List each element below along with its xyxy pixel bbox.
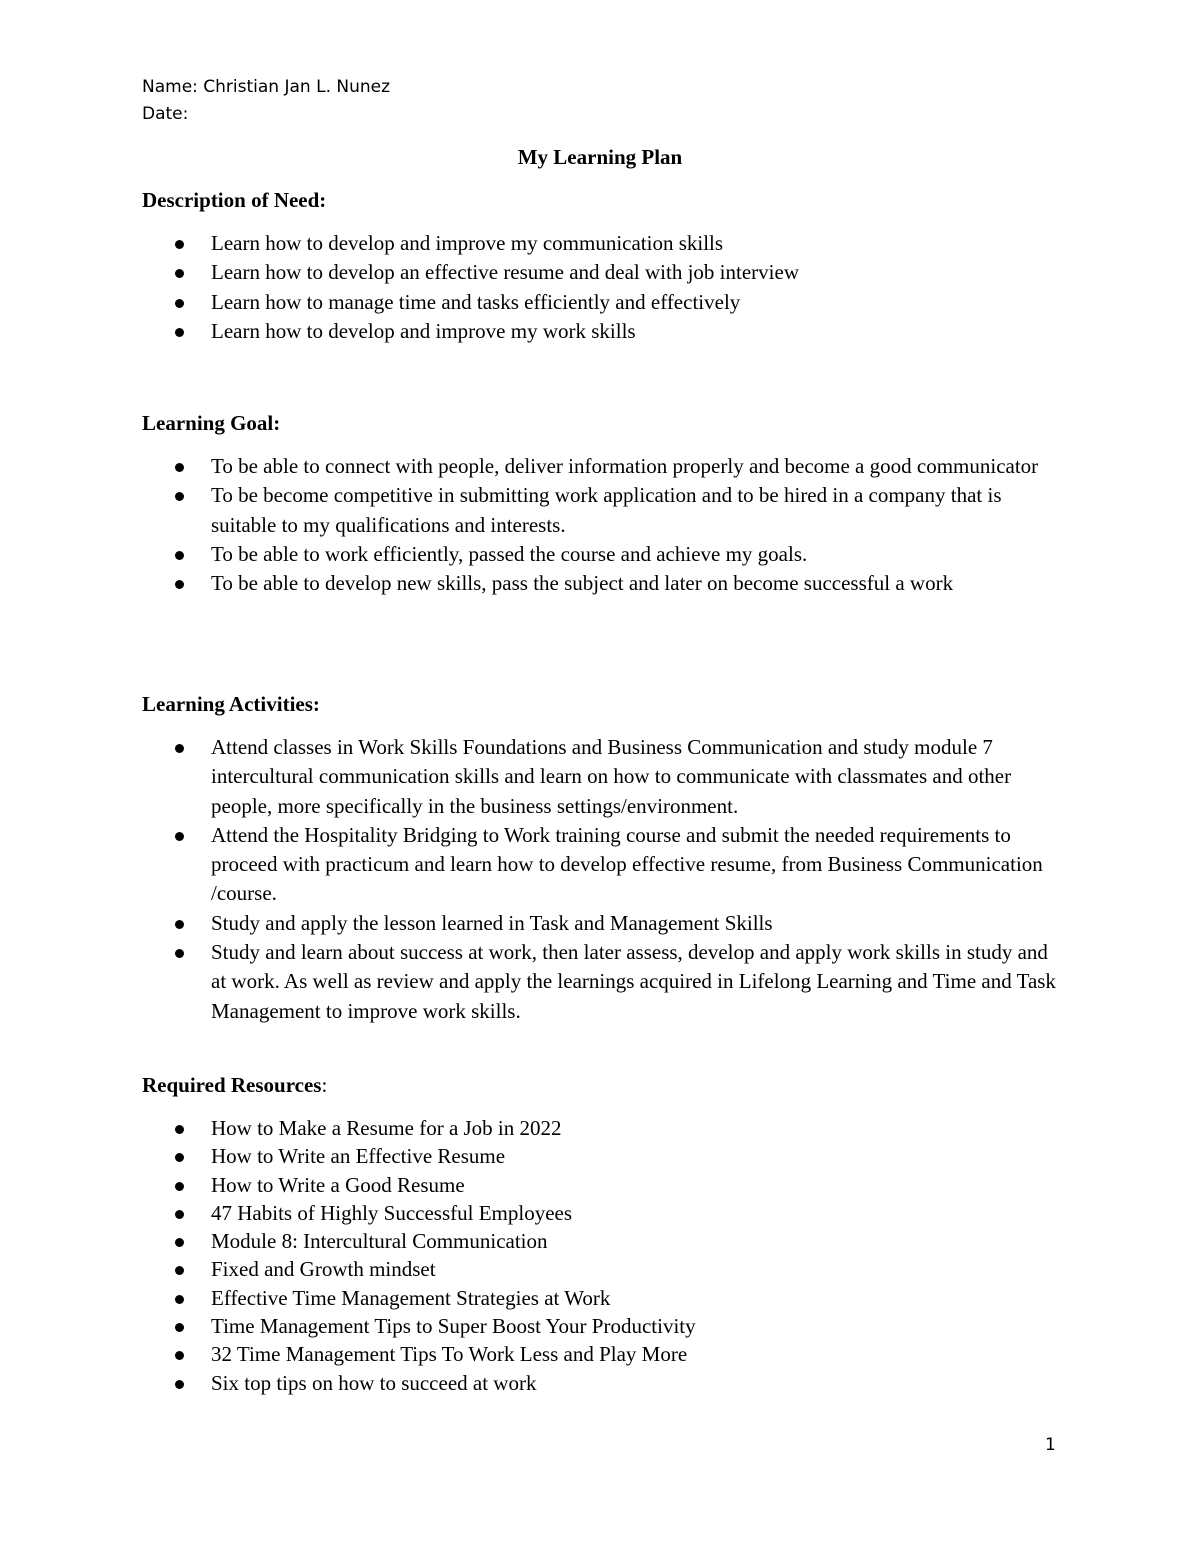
section-heading-text: Required Resources: [142, 1073, 322, 1097]
bullet-icon: [175, 463, 184, 472]
list-item: [142, 481, 1062, 540]
list-item: [142, 1369, 1062, 1397]
section-heading: [142, 1072, 1062, 1098]
bullet-icon: [175, 299, 184, 308]
list-item-text: Attend the Hospitality Bridging to Work training course and submit the needed requirements to proceed with practicum and learn how to develop effective resume, from Business Communication /course.: [211, 822, 1043, 906]
list-item: [142, 569, 1062, 598]
list-item: [142, 540, 1062, 569]
list-item-text: Fixed and Growth mindset: [211, 1257, 436, 1282]
date-line: Date:: [142, 104, 189, 124]
bullet-list: [142, 1114, 1062, 1397]
list-item: [142, 229, 1062, 258]
list-item-text: Module 8: Intercultural Communication: [211, 1229, 548, 1254]
list-item-text: Six top tips on how to succeed at work: [211, 1370, 537, 1395]
section-heading: Learning Goal:: [142, 411, 281, 435]
list-item: [142, 938, 1062, 1026]
list-item: [142, 909, 1062, 938]
bullet-list: [142, 733, 1062, 1026]
page-title: My Learning Plan: [517, 145, 683, 169]
list-item-text: To be able to connect with people, deliver information properly and become a good communicator: [211, 454, 1039, 478]
bullet-icon: [175, 920, 184, 929]
list-item: [142, 317, 1062, 346]
list-item-text: Effective Time Management Strategies at Work: [211, 1285, 611, 1310]
bullet-list: [142, 229, 1062, 346]
bullet-icon: [175, 328, 184, 337]
list-item: [142, 1312, 1062, 1340]
section-required-resources: [142, 1072, 1062, 1397]
list-item: [142, 258, 1062, 287]
bullet-icon: [175, 832, 184, 841]
document-header: [142, 74, 390, 128]
bullet-icon: [175, 1323, 184, 1332]
bullet-icon: [175, 1266, 184, 1275]
bullet-icon: [175, 240, 184, 249]
list-item-text: How to Make a Resume for a Job in 2022: [211, 1116, 562, 1140]
section-heading: Learning Activities:: [142, 692, 320, 716]
list-item: [142, 1114, 1062, 1142]
bullet-icon: [175, 1295, 184, 1304]
bullet-icon: [175, 949, 184, 958]
bullet-icon: [175, 1182, 184, 1191]
bullet-icon: [175, 744, 184, 753]
list-item: [142, 1255, 1062, 1283]
bullet-icon: [175, 492, 184, 501]
list-item-text: To be become competitive in submitting work application and to be hired in a company that is suitable to my qualifications and interests.: [211, 483, 1002, 537]
list-item-text: How to Write an Effective Resume: [211, 1144, 506, 1169]
bullet-icon: [175, 269, 184, 278]
section-learning-goal: [142, 410, 1062, 598]
list-item-text: How to Write a Good Resume: [211, 1172, 465, 1197]
list-item-text: Learn how to manage time and tasks efficiently and effectively: [211, 289, 741, 314]
list-item-text: Attend classes in Work Skills Foundations and Business Communication and study module 7 intercultural communication skills and learn on how to communicate with classmates and other people, more specifically in the business settings/environment.: [211, 735, 1012, 818]
bullet-icon: [175, 1125, 184, 1134]
bullet-icon: [175, 1210, 184, 1219]
bullet-list: [142, 452, 1062, 598]
list-item-text: To be able to develop new skills, pass the subject and later on become successful a work: [211, 571, 954, 596]
bullet-icon: [175, 1153, 184, 1162]
list-item-text: Study and apply the lesson learned in Task and Management Skills: [211, 910, 773, 935]
name-line: Name: Christian Jan L. Nunez: [142, 77, 391, 97]
list-item: [142, 1340, 1062, 1368]
list-item: [142, 1284, 1062, 1312]
section-description-of-need: [142, 187, 1062, 346]
list-item-text: Learn how to develop and improve my communication skills: [211, 231, 724, 255]
list-item-text: Time Management Tips to Super Boost Your Productivity: [211, 1314, 696, 1339]
list-item: [142, 1171, 1062, 1199]
bullet-icon: [175, 1238, 184, 1247]
list-item: [142, 452, 1062, 481]
list-item-text: Learn how to develop an effective resume and deal with job interview: [211, 260, 799, 285]
list-item-text: To be able to work efficiently, passed the course and achieve my goals.: [211, 541, 808, 566]
bullet-icon: [175, 1380, 184, 1389]
bullet-icon: [175, 1351, 184, 1360]
list-item-text: 32 Time Management Tips To Work Less and Play More: [211, 1342, 688, 1367]
list-item: [142, 288, 1062, 317]
section-heading-suffix: :: [321, 1073, 328, 1097]
list-item: [142, 821, 1062, 909]
list-item-text: Learn how to develop and improve my work skills: [211, 318, 636, 343]
bullet-icon: [175, 551, 184, 560]
section-heading: Description of Need:: [142, 188, 327, 212]
list-item: [142, 733, 1062, 821]
list-item: [142, 1142, 1062, 1170]
list-item: [142, 1227, 1062, 1255]
section-learning-activities: [142, 691, 1062, 1026]
list-item-text: Study and learn about success at work, then later assess, develop and apply work skills in study and at work. As well as review and apply the learnings acquired in Lifelong Learning and Time and Task Management to improve work skills.: [211, 940, 1056, 1023]
page-number: 1: [1045, 1435, 1056, 1455]
bullet-icon: [175, 580, 184, 589]
list-item: [142, 1199, 1062, 1227]
list-item-text: 47 Habits of Highly Successful Employees: [211, 1200, 573, 1225]
